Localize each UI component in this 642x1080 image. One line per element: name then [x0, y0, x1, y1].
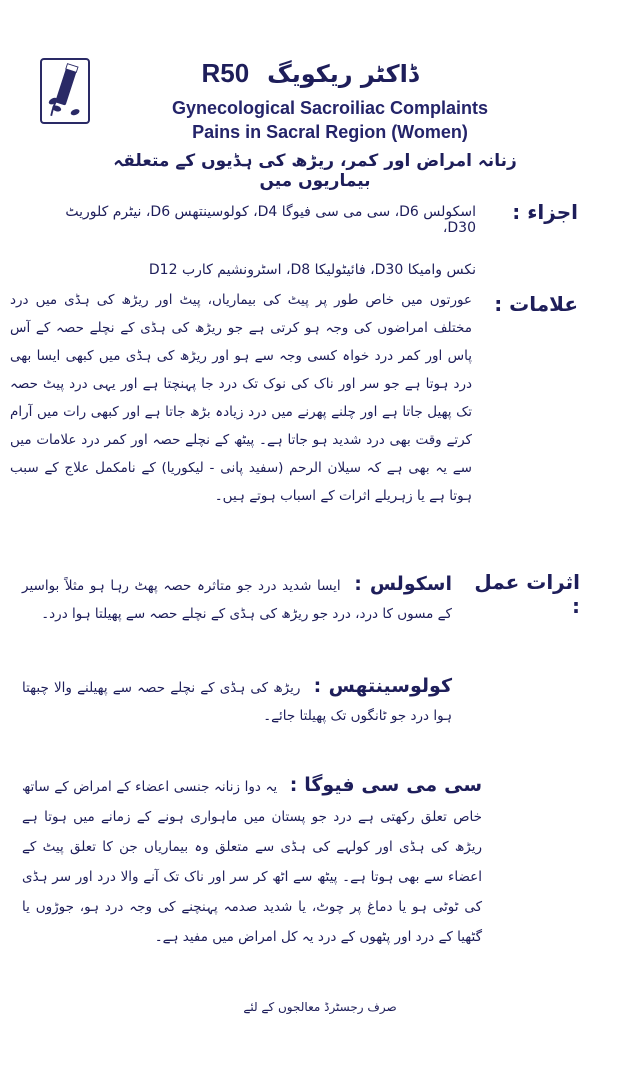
symptoms-label: علامات :: [494, 292, 578, 316]
iskulus-text: ایسا شدید درد جو متاثرہ حصہ پھٹ رہا ہو مثلاً بواسیر کے مسوں کا درد، درد جو ریڑھ کی ہڈی کے نچلے حصہ سے پھیلتا ہوا درد۔: [22, 578, 452, 622]
brand-logo: [40, 58, 90, 124]
kolo-heading: کولوسینتھس :: [313, 675, 452, 697]
cimi-heading: سی می سی فیوگا :: [289, 774, 483, 796]
brand-name-urdu: ڈاکٹر ریکویگ: [267, 60, 419, 88]
symptoms-text: عورتوں میں خاص طور پر پیٹ کی بیماریاں، پیٹ اور ریڑھ کی ہڈی میں درد مختلف امراضوں کی وجہ ہو کرتی ہے جو ریڑھ کی ہڈی کے نچلے حصہ کے آس پاس اور کمر درد خواہ کسی وجہ سے ہو اور ریڑھ کی ہڈی میں کبھی ایسا بھی درد ہوتا ہے جو سر اور ناک کی نوک تک درد جا پہنچتا ہے اور یہی درد پیٹ حصہ تک پھیل جاتا ہے اور چلنے پھرنے میں درد زیادہ بڑھ جاتا ہے اور کبھی رات میں آرام کرتے وقت بھی درد شدید ہو جاتا ہے۔ پیٹھ کے نچلے حصہ اور کمر درد علامات میں سے یہ بھی ہے کہ سیلان الرحم (سفید پانی - لیکوریا) کے نامکمل علاج کے سبب ہوتا ہے یا زہریلے اثرات کے اسباب ہوتے ہیں۔: [10, 292, 472, 504]
remedy-code: R50: [201, 58, 250, 88]
cimi-block: [22, 770, 482, 952]
vial-plant-logo-icon: [42, 60, 88, 122]
iskulus-block: [22, 570, 452, 628]
effects-label: اثرات عمل :: [474, 570, 580, 618]
footer-note: صرف رجسٹرڈ معالجوں کے لئے: [243, 1000, 397, 1014]
ingredients-line1: اسکولس D6، سی می سی فیوگا D4، کولوسینتھس D6، نیٹرم کلوریٹ D30،: [65, 204, 476, 236]
english-title-line1: Gynecological Sacroiliac Complaints: [171, 98, 489, 118]
ingredients-line2: نکس وامیکا D30، فائیٹولیکا D8، اسٹرونشیم کارب D12: [148, 262, 476, 278]
iskulus-heading: اسکولس :: [354, 573, 452, 595]
urdu-subtitle: زنانہ امراض اور کمر، ریڑھ کی ہڈیوں کے متعلقہ بیماریوں میں: [113, 151, 517, 191]
ingredients-label: اجزاء :: [512, 200, 578, 224]
kolo-block: [22, 672, 452, 730]
title-row: [180, 58, 440, 89]
cimi-text: یہ دوا زنانہ جنسی اعضاء کے امراض کے ساتھ خاص تعلق رکھتی ہے درد جو پستان میں ماہواری ہونے کے زمانے میں ہوتا ہے ریڑھ کی ہڈی اور کولہے کی ہڈی سے متعلق وہ بیماریاں جن کا تعلق پیٹ کے اعضاء سے بھی ہوتا ہے۔ پیٹھ سے اٹھ کر سر اور ناک تک آنے والا درد اور سر ہڈی کی ٹوٹی ہو یا دماغ پر چوٹ، یا شدید صدمہ پہنچنے کی وجہ درد ہو، جوڑوں یا گٹھیا کے درد اور پٹھوں کے درد یہ کل امراض میں مفید ہے۔: [22, 779, 482, 945]
kolo-text: ریڑھ کی ہڈی کے نچلے حصہ سے پھیلنے والا چبھتا ہوا درد جو ٹانگوں تک پھیلتا جائے۔: [22, 680, 452, 724]
english-title-line2: Pains in Sacral Region (Women): [192, 122, 468, 142]
